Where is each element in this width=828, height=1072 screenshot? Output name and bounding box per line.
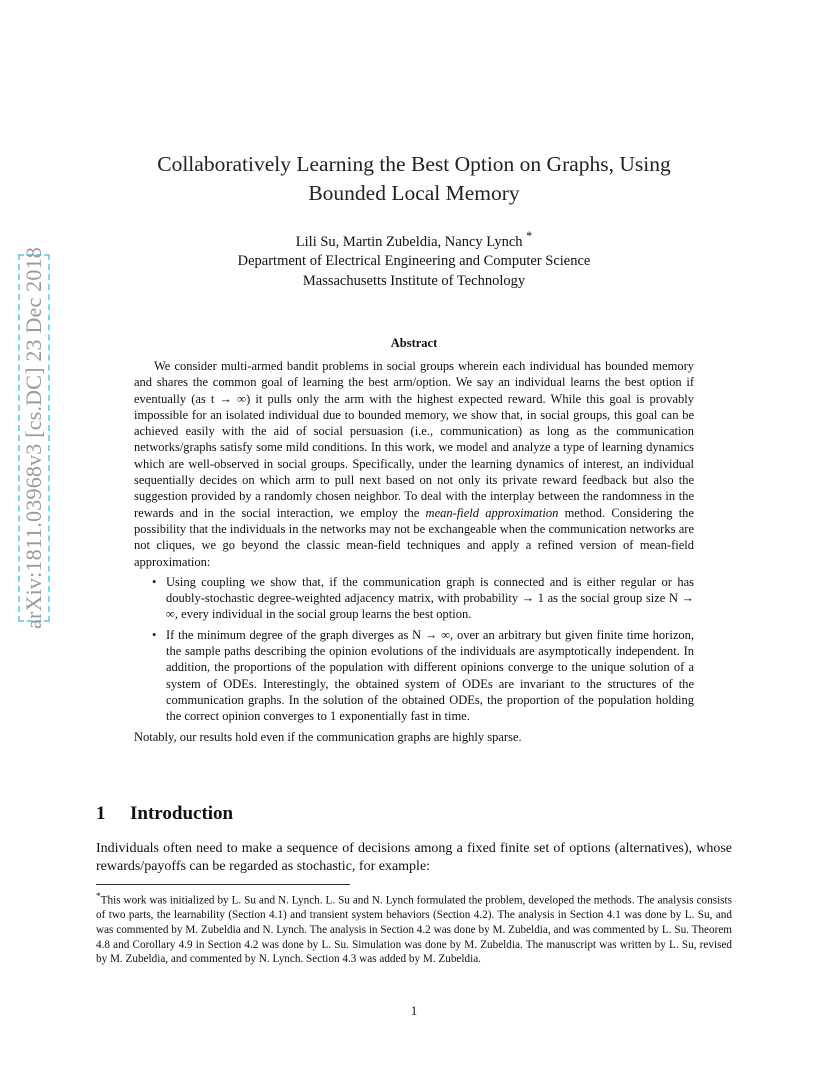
abstract-bullet-item [152,627,694,725]
section-number: 1 [96,803,106,824]
page-number: 1 [410,1003,418,1018]
abstract-emphasis: mean-field approximation [425,505,559,520]
abstract-text-part-1: We consider multi-armed bandit problems in social groups wherein each individual has bounded memory and shares the common goal of learning the best arm/option. We say an individual learns the best option if eventually (as t → ∞) it pulls only the arm with the highest expected reward. While this goal is provably impossible for an isolated individual due to bounded memory, we show that, in social groups, this goal can be achieved easily with the aid of social persuasion (i.e., communication) as long as the communication networks/graphs satisfy some mild conditions. In this work, we model and analyze a type of learning dynamics which are well-observed in social groups. Specifically, under the learning dynamics of interest, an individual sequentially decides on which arm to pull next based on not only its private reward feedback but also the suggestion provided by a randomly chosen neighbor. To deal with the interplay between the randomness in the rewards and in the social interaction, we employ the [134,359,694,520]
affiliation-line-1: Department of Electrical Engineering and Computer Science [237,253,591,270]
author-list: Lili Su, Martin Zubeldia, Nancy Lynch [295,233,523,250]
title-line-1: Collaboratively Learning the Best Option on Graphs, Using [157,152,671,176]
arxiv-stamp-text: arXiv:1811.03968v3 [cs.DC] 23 Dec 2018 [21,247,46,629]
footnote-mark: * [96,892,101,902]
footnote-text: This work was initialized by L. Su and N. Lynch. L. Su and N. Lynch formulated the problem, developed the methods. The analysis consists of two parts, the learnability (Section 4.1) and transient system behaviors (Section 4.2). The analysis in Section 4.1 was done by L. Su, and was commented by M. Zubeldia and N. Lynch. The analysis in Section 4.2 was done by M. Zubeldia, and was commented by L. Su. Theorem 4.8 and Corollary 4.9 in Section 4.2 was done by L. Su. Simulation was done by M. Zubeldia. The manuscript was written by L. Su, revised by M. Zubeldia, and commented by N. Lynch. Section 4.3 was added by M. Zubeldia. [96,894,732,966]
bullet-text: Using coupling we show that, if the communication graph is connected and is either regular or has doubly-stochastic degree-weighted adjacency matrix, with probability → 1 as the social group size N → ∞, every individual in the social group learns the best option. [166,574,694,622]
affiliation-line-2: Massachusetts Institute of Technology [302,272,526,289]
author-footnote-mark: * [526,229,533,243]
abstract-closing: Notably, our results hold even if the communication graphs are highly sparse. [134,729,522,744]
section-heading [96,803,233,825]
bullet-icon: • [152,627,157,642]
abstract-bullet-item [152,574,694,623]
footnote-divider [96,884,350,885]
arxiv-stamp [18,247,50,629]
abstract-heading: Abstract [390,336,438,350]
intro-paragraph: Individuals often need to make a sequence of decisions among a fixed finite set of options (alternatives), whose rewards/payoffs can be regarded as stochastic, for example: [96,841,732,875]
paper-title [110,150,718,208]
abstract-paragraph [134,358,694,570]
section-title: Introduction [130,803,234,824]
author-names [110,227,718,252]
author-block [110,227,718,291]
bullet-icon: • [152,574,157,589]
bullet-text: If the minimum degree of the graph diverges as N → ∞, over an arbitrary but given finite time horizon, the sample paths describing the opinion evolutions of the individuals are asymptotically independent. In addition, the proportions of the population with different opinions converge to the unique solution of a system of ODEs. Interestingly, the obtained system of ODEs are invariant to the structures of the communication graphs. In the solution of the obtained ODEs, the proportion of the population holding the correct opinion converges to 1 exponentially fast in time. [166,627,694,724]
title-line-2: Bounded Local Memory [308,181,520,205]
abstract-body [134,358,694,745]
abstract-bullet-list [134,574,694,725]
abstract-text-part-2: method. Considering the possibility that the individuals in the networks may not be exchangeable when the communication networks are not cliques, we go beyond the classic mean-field techniques and apply a refined version of mean-field approximation: [134,505,694,569]
footnote [96,890,732,967]
